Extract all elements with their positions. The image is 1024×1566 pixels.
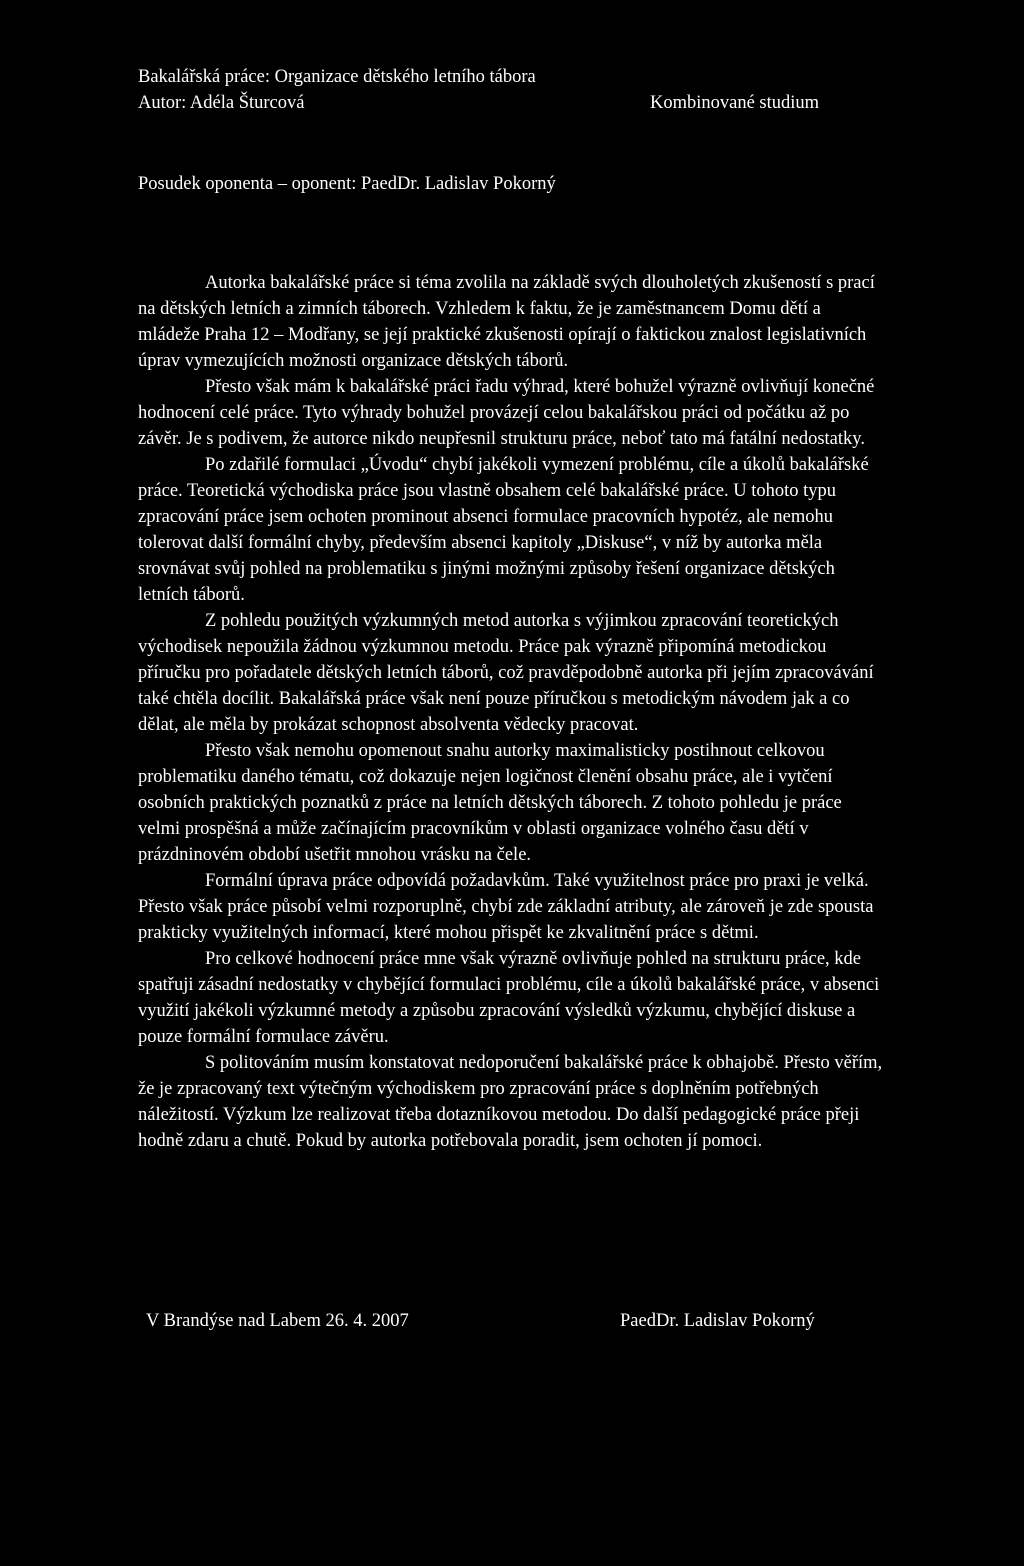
body-line: Přesto však mám k bakalářské práci řadu výhrad, které bohužel výrazně ovlivňují konečné [205,377,875,397]
body-line: S politováním musím konstatovat nedoporučení bakalářské práce k obhajobě. Přesto věřím, [205,1053,883,1073]
body-line: také chtěla docílit. Bakalářská práce však není pouze příručkou s metodickým návodem jak a co [138,689,850,709]
body-line: Přesto však práce působí velmi rozporuplně, chybí zde základní atributy, ale zároveň je zde spousta [138,897,874,917]
body-line: úprav vymezujících možnosti organizace dětských táborů. [138,351,569,371]
body-line: Formální úprava práce odpovídá požadavkům. Také využitelnost práce pro praxi je velká. [205,871,869,891]
body-line: pouze formální formulace závěru. [138,1027,389,1047]
author-line: Autor: Adéla Šturcová [138,93,305,113]
body-line: Pro celkové hodnocení práce mne však výrazně ovlivňuje pohled na strukturu práce, kde [205,949,862,969]
body-line: prázdninovém období ušetřit mnohou vrásku na čele. [138,845,532,865]
body-line: problematiku daného tématu, což dokazuje nejen logičnost členění obsahu práce, ale i vytčení [138,767,833,787]
body-line: osobních praktických poznatků z práce na letních dětských táborech. Z tohoto pohledu je práce [138,793,842,813]
body-line: letních táborů. [138,585,245,605]
body-line: náležitostí. Výzkum lze realizovat třeba dotazníkovou metodou. Do další pedagogické práce přeji [138,1105,860,1125]
reviewer-heading: Posudek oponenta – oponent: PaedDr. Ladislav Pokorný [138,174,556,194]
body-line: Po zdařilé formulaci „Úvodu“ chybí jakékoli vymezení problému, cíle a úkolů bakalářské [205,455,869,475]
body-line: spatřuji zásadní nedostatky v chybějící formulaci problému, cíle a úkolů bakalářské práce, v absenci [138,975,880,995]
signature-name: PaedDr. Ladislav Pokorný [620,1311,815,1331]
body-line: práce. Teoretická východiska práce jsou vlastně obsahem celé bakalářské práce. U tohoto typu [138,481,837,501]
body-line: hodně zdaru a chutě. Pokud by autorka potřebovala poradit, jsem ochoten jí pomoci. [138,1131,763,1151]
body-line: závěr. Je s podivem, že autorce nikdo neupřesnil strukturu práce, neboť tato má fatální nedostatky. [138,429,865,449]
body-line: na dětských letních a zimních táborech. Vzhledem k faktu, že je zaměstnancem Domu dětí a [138,299,821,319]
thesis-title: Bakalářská práce: Organizace dětského letního tábora [138,67,536,87]
body-line: Z pohledu použitých výzkumných metod autorka s výjimkou zpracování teoretických [205,611,839,631]
body-line: mládeže Praha 12 – Modřany, se její praktické zkušenosti opírají o faktickou znalost legislativních [138,325,867,345]
body-line: velmi prospěšná a může začínajícím pracovníkům v oblasti organizace volného času dětí v [138,819,809,839]
body-line: využití jakékoli výzkumné metody a způsobu zpracování výsledků výzkumu, chybějící diskuse a [138,1001,856,1021]
body-line: tolerovat další formální chyby, především absenci kapitoly „Diskuse“, v níž by autorka měla [138,533,823,553]
study-type: Kombinované studium [650,93,820,113]
body-line: prakticky využitelných informací, které mohou přispět ke zkvalitnění práce s dětmi. [138,923,759,943]
body-line: Autorka bakalářské práce si téma zvolila na základě svých dlouholetých zkušeností s prací [205,273,875,293]
body-line: příručku pro pořadatele dětských letních táborů, což pravděpodobně autorka při jejím zpracovávání [138,663,874,683]
body-line: východisek nepoužila žádnou výzkumnou metodu. Práce pak výrazně připomíná metodickou [138,637,827,657]
body-line: hodnocení celé práce. Tyto výhrady bohužel provázejí celou bakalářskou práci od počátku až po [138,403,850,423]
body-line: Přesto však nemohu opomenout snahu autorky maximalisticky postihnout celkovou [205,741,825,761]
body-line: srovnávat svůj pohled na problematiku s jinými možnými způsoby řešení organizace dětských [138,559,835,579]
body-line: zpracování práce jsem ochoten prominout absenci formulace pracovních hypotéz, ale nemohu [138,507,834,527]
body-line: dělat, ale měla by prokázat schopnost absolventa vědecky pracovat. [138,715,639,735]
body-line: že je zpracovaný text výtečným východiskem pro zpracování práce s doplněním potřebných [138,1079,819,1099]
place-and-date: V Brandýse nad Labem 26. 4. 2007 [146,1311,409,1331]
